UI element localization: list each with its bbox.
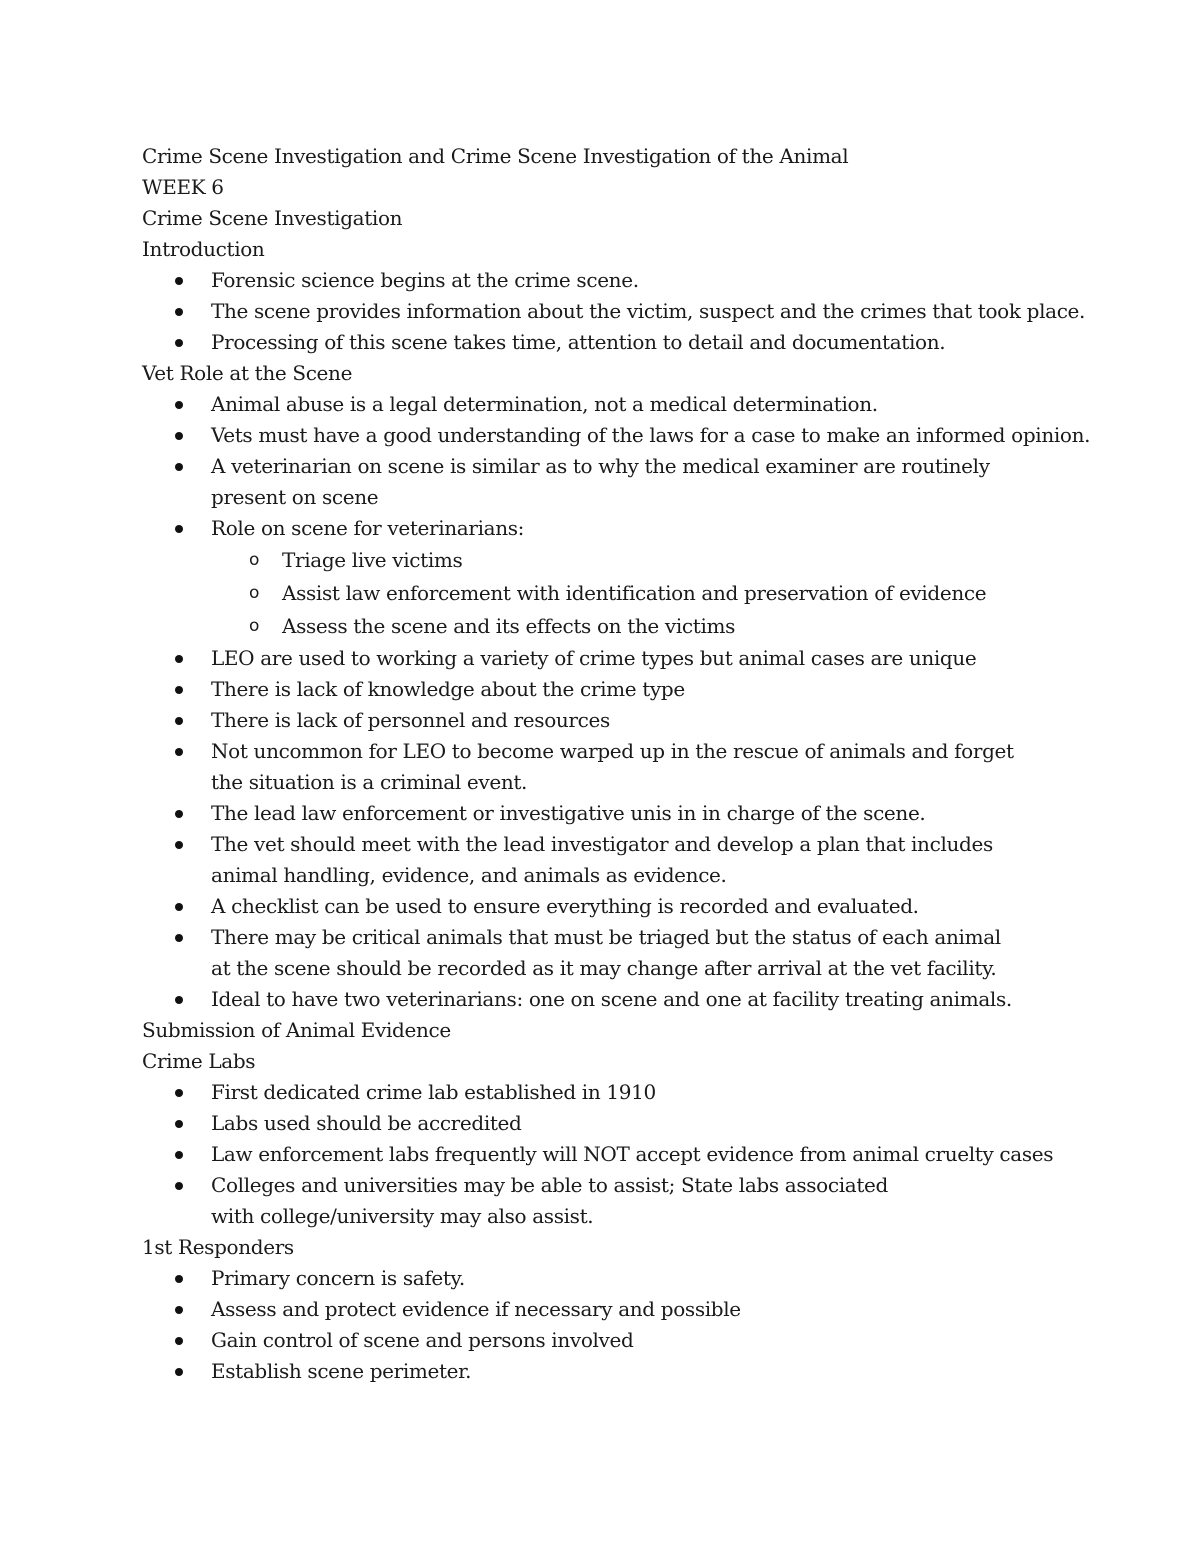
list-item: First dedicated crime lab established in 1910 [142,1077,1102,1108]
list-item: Forensic science begins at the crime scene. [142,265,1102,296]
list-item: Ideal to have two veterinarians: one on scene and one at facility treating animals. [142,984,1102,1015]
introduction-list [142,265,1102,358]
list-item [142,922,1021,984]
week-label: WEEK 6 [142,175,224,199]
list-item: Animal abuse is a legal determination, not a medical determination. [142,389,1102,420]
vet-role-sublist [211,544,1102,643]
section-heading-crime-scene-investigation: Crime Scene Investigation [142,206,403,230]
subheading-vet-role: Vet Role at the Scene [142,361,353,385]
first-responders-list [142,1263,1102,1387]
subheading-first-responders: 1st Responders [142,1235,294,1259]
list-item-text: A veterinarian on scene is similar as to why the medical examiner are routinely present on scene [211,454,990,509]
list-item: There is lack of personnel and resources [142,705,1102,736]
list-item [142,736,1021,798]
document-page [142,141,1102,1387]
list-item [142,451,1041,513]
list-item: A checklist can be used to ensure everything is recorded and evaluated. [142,891,1102,922]
subheading-crime-labs: Crime Labs [142,1049,256,1073]
sublist-item: o Assess the scene and its effects on the victims [211,610,1102,643]
list-item [142,1170,911,1232]
list-item: Processing of this scene takes time, attention to detail and documentation. [142,327,1102,358]
list-item: There is lack of knowledge about the crime type [142,674,1102,705]
list-item: Assess and protect evidence if necessary and possible [142,1294,1102,1325]
vet-role-list [142,389,1102,1015]
list-item: The scene provides information about the victim, suspect and the crimes that took place. [142,296,1102,327]
list-item-text: Not uncommon for LEO to become warped up in the rescue of animals and forget the situation is a criminal event. [211,739,1014,794]
list-item [142,829,1031,891]
list-item: Primary concern is safety. [142,1263,1102,1294]
list-item [142,513,1102,643]
list-item: LEO are used to working a variety of crime types but animal cases are unique [142,643,1102,674]
list-item: Labs used should be accredited [142,1108,1102,1139]
list-item: Gain control of scene and persons involved [142,1325,1102,1356]
list-item: Law enforcement labs frequently will NOT accept evidence from animal cruelty cases [142,1139,1102,1170]
sublist-item: o Assist law enforcement with identification and preservation of evidence [211,577,1102,610]
crime-labs-list [142,1077,1102,1232]
list-item-text: The vet should meet with the lead investigator and develop a plan that includes animal handling, evidence, and animals as evidence. [211,832,993,887]
list-item-text: Colleges and universities may be able to assist; State labs associated with college/university may also assist. [211,1173,888,1228]
subheading-introduction: Introduction [142,237,265,261]
list-item-text: Role on scene for veterinarians: [211,516,525,540]
section-heading-submission: Submission of Animal Evidence [142,1018,451,1042]
document-title: Crime Scene Investigation and Crime Scene Investigation of the Animal [142,144,849,168]
list-item: The lead law enforcement or investigative unis in in charge of the scene. [142,798,1102,829]
list-item-text: There may be critical animals that must be triaged but the status of each animal at the scene should be recorded as it may change after arrival at the vet facility. [211,925,1001,980]
list-item: Vets must have a good understanding of the laws for a case to make an informed opinion. [142,420,1102,451]
sublist-item: o Triage live victims [211,544,1102,577]
list-item: Establish scene perimeter. [142,1356,1102,1387]
